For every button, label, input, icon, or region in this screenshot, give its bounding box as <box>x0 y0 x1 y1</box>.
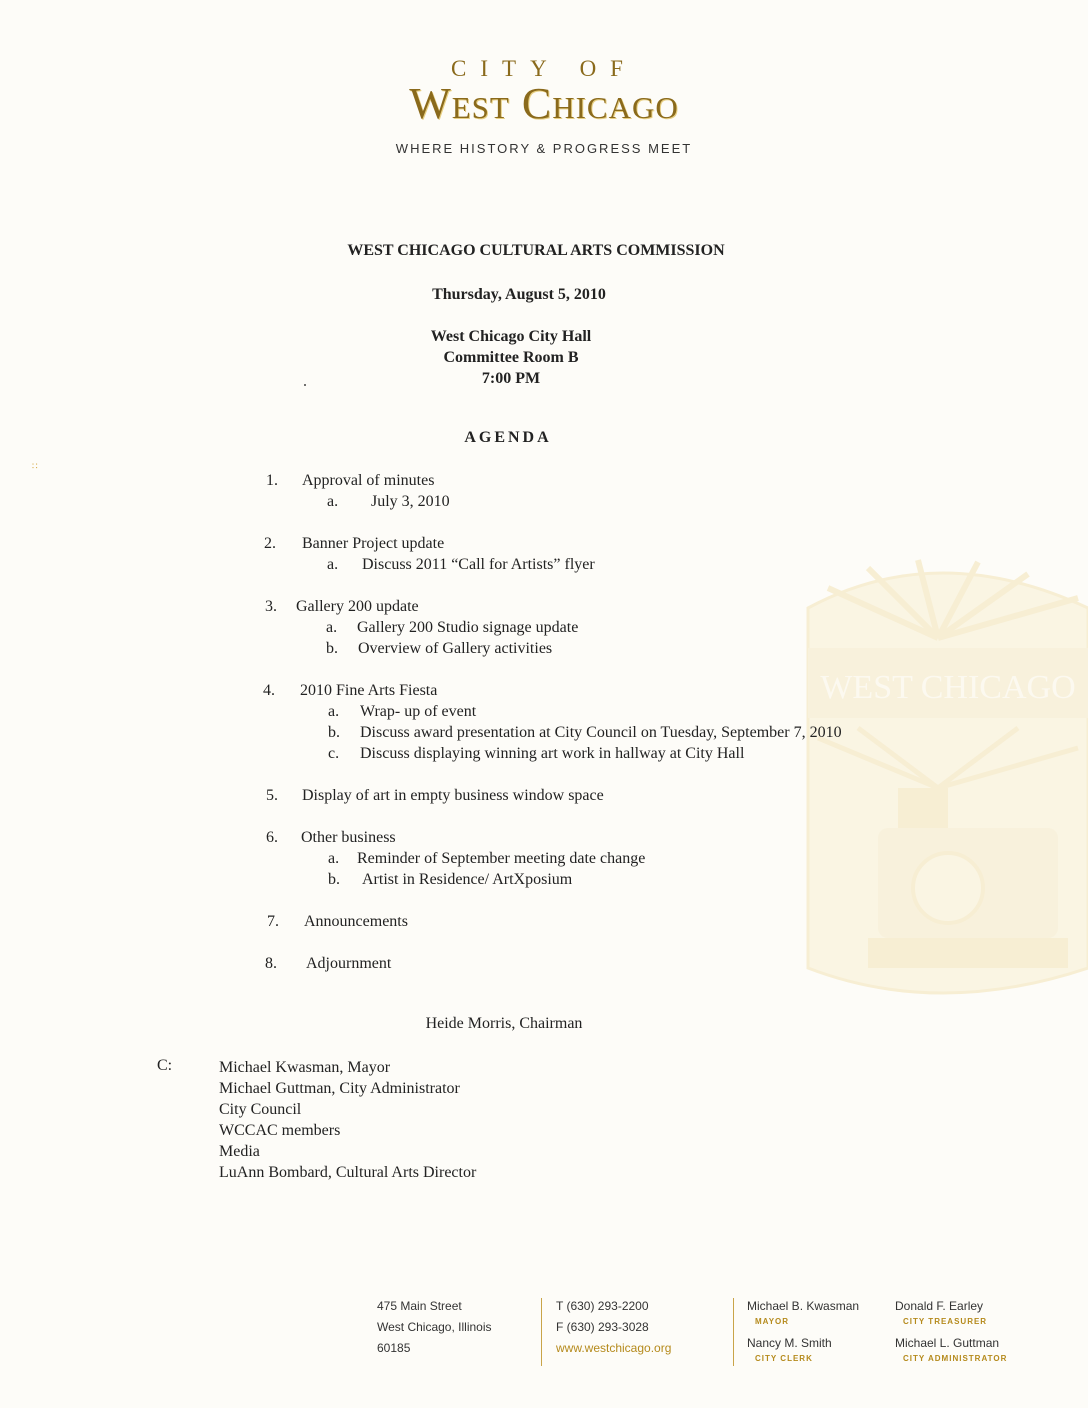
agenda-item-6a-letter: a. <box>328 850 340 867</box>
fax-number: F (630) 293-3028 <box>556 1320 649 1334</box>
seal-text: WEST CHICAGO <box>820 669 1076 706</box>
letterhead-tagline: WHERE HISTORY & PROGRESS MEET <box>395 141 693 156</box>
cc-recipient: Michael Kwasman, Mayor <box>219 1059 391 1076</box>
location-line: West Chicago City Hall <box>430 328 592 345</box>
agenda-item-3b: Overview of Gallery activities <box>358 640 553 657</box>
agenda-item-4b: Discuss award presentation at City Council on Tuesday, September 7, 2010 <box>360 724 842 741</box>
phone-number: T (630) 293-2200 <box>556 1299 649 1313</box>
agenda-item-7-number: 7. <box>267 913 279 930</box>
official-name: Michael B. Kwasman <box>747 1299 860 1313</box>
official-treasurer <box>895 1296 987 1327</box>
official-mayor <box>747 1296 859 1327</box>
letterhead-city-name: West Chicago <box>409 79 679 128</box>
agenda-item-3a-letter: a. <box>326 619 338 636</box>
agenda-item-2-number: 2. <box>264 535 276 552</box>
agenda-item-4a-letter: a. <box>328 703 340 720</box>
official-title: CITY ADMINISTRATOR <box>903 1354 1008 1363</box>
cc-recipient: Media <box>219 1143 260 1160</box>
agenda-item-4b-letter: b. <box>328 724 340 741</box>
official-administrator <box>895 1333 1007 1364</box>
agenda-item-2: Banner Project update <box>302 535 445 552</box>
website-link[interactable]: www.westchicago.org <box>556 1341 672 1355</box>
address-line: 60185 <box>377 1341 411 1355</box>
cc-recipient: City Council <box>219 1101 302 1118</box>
agenda-item-5: Display of art in empty business window space <box>302 787 604 804</box>
agenda-item-3a: Gallery 200 Studio signage update <box>357 619 579 636</box>
official-title: CITY TREASURER <box>903 1317 988 1326</box>
agenda-item-6: Other business <box>301 829 396 846</box>
agenda-item-1-number: 1. <box>266 472 278 489</box>
agenda-item-1a-letter: a. <box>327 493 339 510</box>
agenda-item-2a-letter: a. <box>327 556 339 573</box>
agenda-item-8: Adjournment <box>306 955 392 972</box>
official-title: MAYOR <box>755 1317 790 1326</box>
official-name: Nancy M. Smith <box>747 1336 832 1350</box>
agenda-item-1: Approval of minutes <box>302 472 435 489</box>
agenda-item-4c-letter: c. <box>328 745 340 762</box>
meeting-location <box>0 326 1022 389</box>
letterhead-city-of: CITY OF <box>451 56 637 81</box>
agenda-item-1a: July 3, 2010 <box>371 493 450 510</box>
agenda-item-6b: Artist in Residence/ ArtXposium <box>362 871 573 888</box>
agenda-item-6-number: 6. <box>266 829 278 846</box>
cc-recipient: Michael Guttman, City Administrator <box>219 1080 460 1097</box>
chairman-signature: Heide Morris, Chairman <box>425 1015 583 1032</box>
agenda-item-6a: Reminder of September meeting date change <box>357 850 646 867</box>
scan-mark-icon: ∷ <box>32 462 38 472</box>
footer-address <box>377 1296 492 1359</box>
city-seal-watermark <box>788 548 1088 1018</box>
meeting-date: Thursday, August 5, 2010 <box>432 286 606 303</box>
agenda-item-3-number: 3. <box>265 598 277 615</box>
agenda-item-5-number: 5. <box>266 787 278 804</box>
agenda-item-4a: Wrap- up of event <box>360 703 477 720</box>
official-title: CITY CLERK <box>755 1354 813 1363</box>
agenda-item-7: Announcements <box>304 913 408 930</box>
official-name: Donald F. Earley <box>895 1299 984 1313</box>
cc-recipient-list <box>219 1057 476 1183</box>
footer-divider <box>733 1298 734 1366</box>
location-line: 7:00 PM <box>481 370 541 387</box>
agenda-item-4-number: 4. <box>263 682 275 699</box>
address-line: West Chicago, Illinois <box>377 1320 492 1334</box>
stray-mark <box>304 384 306 386</box>
location-line: Committee Room B <box>443 349 579 366</box>
footer-contact <box>556 1296 671 1359</box>
official-clerk <box>747 1333 832 1364</box>
footer-divider <box>541 1298 542 1366</box>
agenda-item-3b-letter: b. <box>326 640 338 657</box>
agenda-item-2a: Discuss 2011 “Call for Artists” flyer <box>362 556 595 573</box>
cc-recipient: LuAnn Bombard, Cultural Arts Director <box>219 1164 477 1181</box>
agenda-item-3: Gallery 200 update <box>296 598 419 615</box>
address-line: 475 Main Street <box>377 1299 462 1313</box>
cc-recipient: WCCAC members <box>219 1122 341 1139</box>
cc-label: C: <box>157 1057 173 1074</box>
agenda-item-4: 2010 Fine Arts Fiesta <box>300 682 438 699</box>
agenda-item-8-number: 8. <box>265 955 277 972</box>
agenda-item-4c: Discuss displaying winning art work in hallway at City Hall <box>360 745 745 762</box>
agenda-item-6b-letter: b. <box>328 871 340 888</box>
official-name: Michael L. Guttman <box>895 1336 1000 1350</box>
document-title: WEST CHICAGO CULTURAL ARTS COMMISSION <box>347 242 725 259</box>
agenda-heading: AGENDA <box>464 429 552 446</box>
